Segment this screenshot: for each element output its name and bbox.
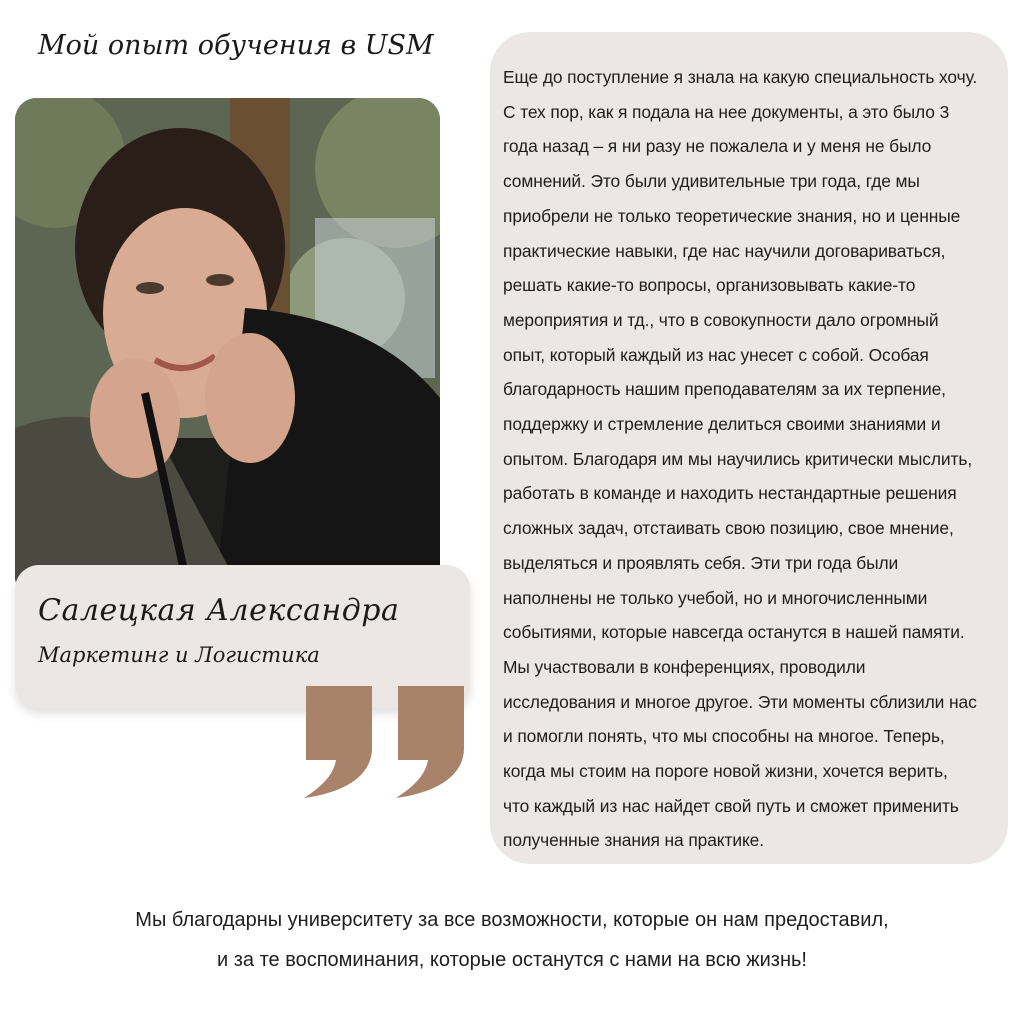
student-photo xyxy=(15,98,440,598)
person-name: Салецкая Александра xyxy=(38,593,400,628)
closing-line-1: Мы благодарны университету за все возможности, которые он нам предоставил, xyxy=(135,909,889,931)
testimonial-text: Еще до поступление я знала на какую специальность хочу. С тех пор, как я подала на нее документы, а это было 3 года назад – я ни разу не пожалела и у меня не было сомнений. Это были удивительные три года, где мы приобрели не только теоретические знания, но и ценные практические навыки, где нас научили договариваться, решать какие-то вопросы, организовывать какие-то мероприятия и тд., что в совокупности дало огромный опыт, который каждый из нас унесет с собой. Особая благодарность нашим преподавателям за их терпение, поддержку и стремление делиться своими знаниями и опытом. Благодаря им мы научились критически мыслить, работать в команде и находить нестандартные решения сложных задач, отстаивать свою позицию, свое мнение, выделяться и проявлять себя. Эти три года были наполнены не только учебой, но и многочисленными событиями, которые навсегда останутся в нашей памяти. Мы участвовали в конференциях, проводили исследования и многое другое. Эти моменты сблизили нас и помогли понять, что мы способны на многое. Теперь, когда мы стоим на пороге новой жизни, хочется верить, что каждый из нас найдет свой путь и сможет применить полученные знания на практике. xyxy=(503,67,978,851)
closing-message xyxy=(0,900,1024,980)
closing-line-2: и за те воспоминания, которые останутся с нами на всю жизнь! xyxy=(217,949,807,971)
person-program: Маркетинг и Логистика xyxy=(38,643,320,667)
page-title: Мой опыт обучения в USM xyxy=(38,30,434,61)
closing-quote-icon xyxy=(300,686,470,798)
testimonial-card xyxy=(490,32,1008,864)
